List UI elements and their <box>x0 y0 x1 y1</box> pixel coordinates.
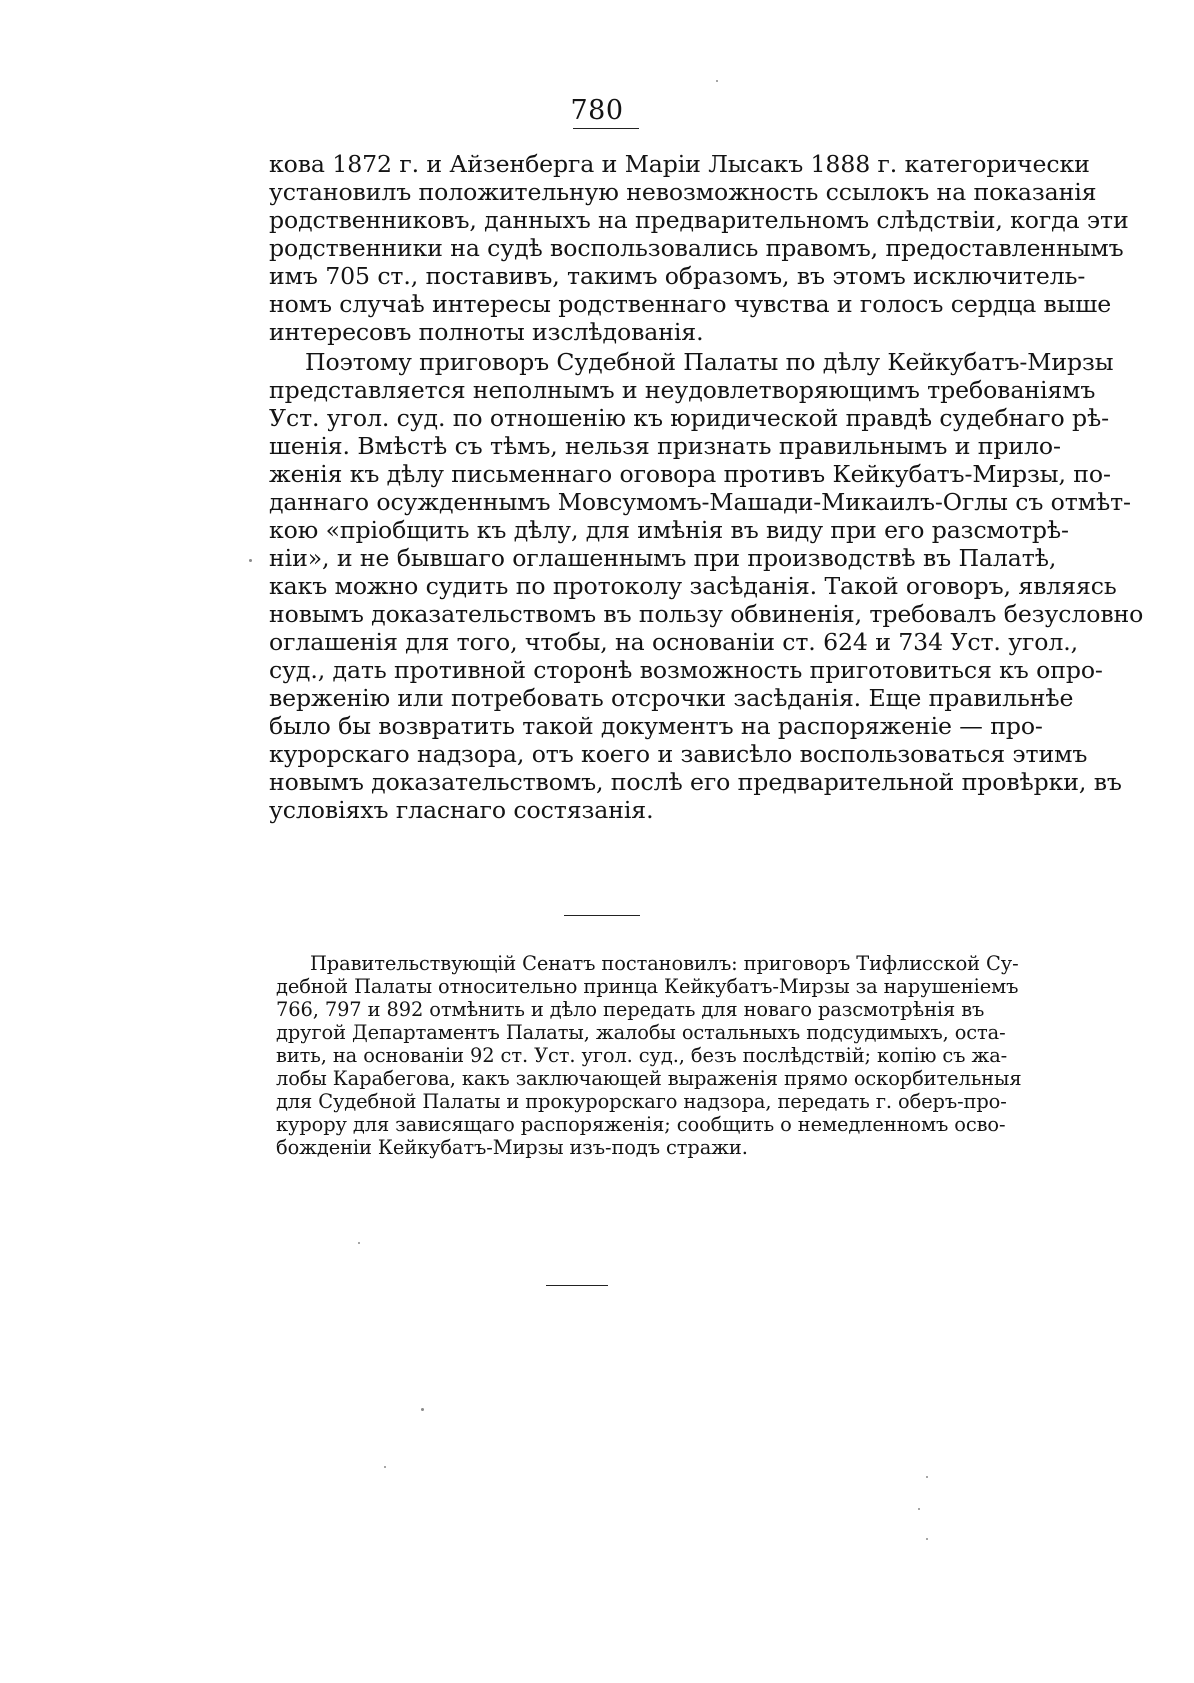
body-line: оглашенія для того, чтобы, на основаніи ст. 624 и 734 Уст. угол., <box>269 628 1079 656</box>
page-number-underline <box>573 128 639 129</box>
body-line: было бы возвратить такой документъ на распоряженіе — про- <box>269 712 1043 740</box>
scan-speck <box>918 1508 920 1510</box>
body-line: суд., дать противной сторонѣ возможность приготовиться къ опро- <box>269 656 1103 684</box>
body-line: родственники на судѣ воспользовались правомъ, предоставленнымъ <box>269 234 1124 262</box>
body-line: Уст. угол. суд. по отношенію къ юридической правдѣ судебнаго рѣ- <box>269 404 1110 432</box>
decision-line: вить, на основаніи 92 ст. Уст. угол. суд., безъ послѣдствій; копію съ жа- <box>276 1044 1008 1067</box>
decision-line: божденіи Кейкубатъ-Мирзы изъ-подъ стражи. <box>276 1136 748 1159</box>
body-line: условіяхъ гласнаго состязанія. <box>269 796 654 824</box>
body-line: курорскаго надзора, отъ коего и зависѣло воспользоваться этимъ <box>269 740 1088 768</box>
scan-speck <box>926 1476 928 1478</box>
body-line: новымъ доказательствомъ, послѣ его предварительной провѣрки, въ <box>269 768 1122 796</box>
body-line: родственниковъ, данныхъ на предварительномъ слѣдствіи, когда эти <box>269 206 1129 234</box>
scan-speck <box>926 1538 928 1540</box>
page-number: 780 <box>570 95 624 126</box>
decision-line: 766, 797 и 892 отмѣнить и дѣло передать для новаго разсмотрѣнія въ <box>276 998 985 1021</box>
decision-line: другой Департаментъ Палаты, жалобы остальныхъ подсудимыхъ, оста- <box>276 1021 1006 1044</box>
body-line: номъ случаѣ интересы родственнаго чувства и голосъ сердца выше <box>269 290 1112 318</box>
body-line: интересовъ полноты изслѣдованія. <box>269 318 704 346</box>
body-line: шенія. Вмѣстѣ съ тѣмъ, нельзя признать правильнымъ и прило- <box>269 432 1061 460</box>
body-line: новымъ доказательствомъ въ пользу обвиненія, требовалъ безусловно <box>269 600 1144 628</box>
body-line: верженію или потребовать отсрочки засѣданія. Еще правильнѣе <box>269 684 1074 712</box>
decision-line: лобы Карабегова, какъ заключающей выраженія прямо оскорбительныя <box>276 1067 1022 1090</box>
body-line: кова 1872 г. и Айзенберга и Маріи Лысакъ 1888 г. категорически <box>269 150 1090 178</box>
body-line: ніи», и не бывшаго оглашеннымъ при производствѣ въ Палатѣ, <box>269 544 1057 572</box>
closing-divider <box>546 1285 608 1286</box>
body-line: представляется неполнымъ и неудовлетворяющимъ требованіямъ <box>269 376 1096 404</box>
scan-speck <box>249 559 252 562</box>
decision-line: для Судебной Палаты и прокурорскаго надзора, передать г. оберъ-про- <box>276 1090 1007 1113</box>
scan-speck <box>358 1242 360 1244</box>
body-line: установилъ положительную невозможность ссылокъ на показанія <box>269 178 1097 206</box>
decision-line: дебной Палаты относительно принца Кейкубатъ-Мирзы за нарушеніемъ <box>276 975 1019 998</box>
scan-speck <box>716 80 718 82</box>
body-line: кою «пріобщить къ дѣлу, для имѣнія въ виду при его разсмотрѣ- <box>269 516 1069 544</box>
decision-line: курору для зависящаго распоряженія; сообщить о немедленномъ осво- <box>276 1113 1006 1136</box>
body-line: имъ 705 ст., поставивъ, такимъ образомъ, въ этомъ исключитель- <box>269 262 1086 290</box>
body-line: женія къ дѣлу письменнаго оговора противъ Кейкубатъ-Мирзы, по- <box>269 460 1111 488</box>
decision-line: Правительствующій Сенатъ постановилъ: приговоръ Тифлисской Су- <box>310 952 1019 975</box>
scan-speck <box>384 1466 386 1468</box>
scan-speck <box>421 1408 424 1411</box>
section-divider <box>564 915 640 916</box>
body-line: Поэтому приговоръ Судебной Палаты по дѣлу Кейкубатъ-Мирзы <box>305 348 1114 376</box>
body-line: даннаго осужденнымъ Мовсумомъ-Машади-Микаилъ-Оглы съ отмѣт- <box>269 488 1131 516</box>
body-line: какъ можно судить по протоколу засѣданія. Такой оговоръ, являясь <box>269 572 1117 600</box>
